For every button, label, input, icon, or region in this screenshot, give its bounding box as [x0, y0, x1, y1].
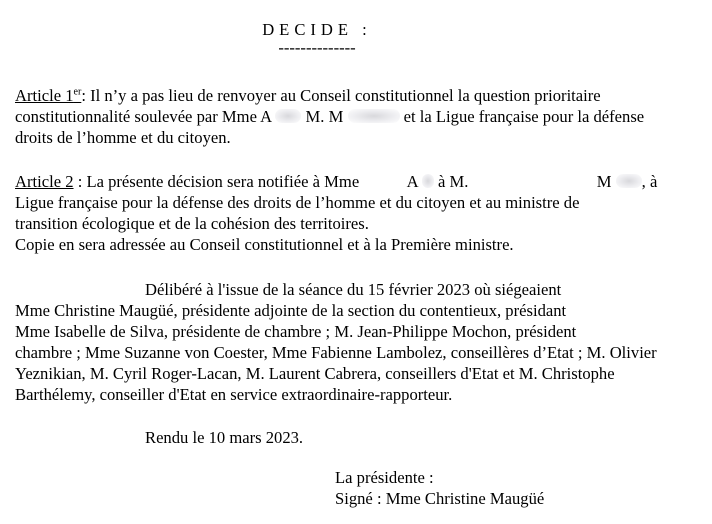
decide-heading	[0, 20, 634, 40]
article-1-line-1	[15, 86, 601, 106]
article-1-line-2: constitutionnalité soulevée par Mme A M. M et la Ligue française pour la défense	[15, 107, 645, 126]
heading-rule-text: --------------	[278, 38, 356, 57]
article-1-label: Article 1er	[15, 86, 82, 105]
deliberation-line-5: Yeznikian, M. Cyril Roger-Lacan, M. Laurent Cabrera, conseillers d'Etat et M. Christophe	[15, 364, 615, 383]
deliberation-line-2: Mme Christine Maugüé, présidente adjointe de la section du contentieux, présidant	[15, 301, 567, 320]
redacted-name-mark	[275, 109, 301, 123]
heading-rule	[0, 38, 634, 58]
redacted-name-mark	[348, 109, 400, 123]
rendered-date: Rendu le 10 mars 2023.	[145, 428, 304, 447]
deliberation-line-3: Mme Isabelle de Silva, présidente de chambre ; M. Jean-Philippe Mochon, président	[15, 322, 577, 341]
article-2-label: Article 2	[15, 172, 74, 191]
signature-signed: Signé : Mme Christine Maugüé	[335, 489, 545, 508]
redacted-name-mark	[422, 174, 434, 188]
article-1-text-1: : Il n’y a pas lieu de renvoyer au Conseil constitutionnel la question prioritaire	[81, 86, 601, 105]
article-1-line-3: droits de l’homme et du citoyen.	[15, 128, 231, 147]
decide-title: DECIDE :	[262, 20, 372, 39]
deliberation-line-1: Délibéré à l'issue de la séance du 15 février 2023 où siégeaient	[145, 280, 562, 299]
article-2-line-4: Copie en sera adressée au Conseil constitutionnel et à la Première ministre.	[15, 235, 514, 254]
redacted-name-mark	[616, 174, 642, 188]
deliberation-line-4: chambre ; Mme Suzanne von Coester, Mme Fabienne Lambolez, conseillères d’Etat ; M. Olivier	[15, 343, 657, 362]
article-2-line-3: transition écologique et de la cohésion des territoires.	[15, 214, 369, 233]
signature-role: La présidente :	[335, 468, 434, 487]
article-2-line-2: Ligue française pour la défense des droits de l’homme et du citoyen et au ministre de	[15, 193, 580, 212]
article-1-sup: er	[73, 86, 82, 98]
deliberation-line-6: Barthélemy, conseiller d'Etat en service extraordinaire-rapporteur.	[15, 385, 453, 404]
article-2-line-1: Article 2 : La présente décision sera notifiée à Mme A à M. M , à	[15, 172, 658, 191]
